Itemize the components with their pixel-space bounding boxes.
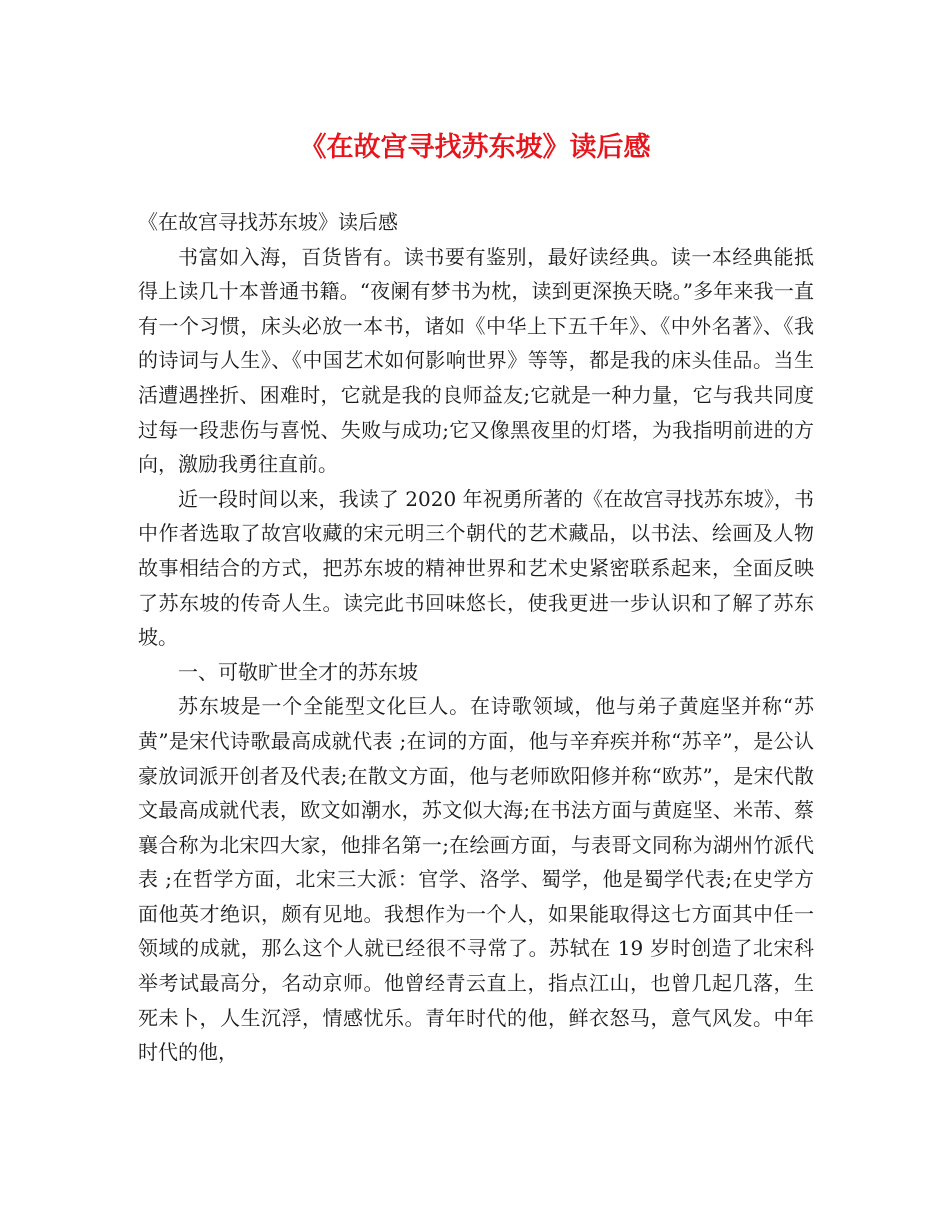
section-heading: 一、可敬旷世全才的苏东坡 — [178, 659, 418, 684]
paragraph-3: 苏东坡是一个全能型文化巨人。在诗歌领域，他与弟子黄庭坚并称“苏黄”是宋代诗歌最高成就代表 ;在词的方面，他与辛弃疾并称“苏辛”，是公认豪放词派开创者及代表;在散文方面，他与老师欧阳修并称“欧苏”，是宋代散文最高成就代表，欧文如潮水，苏文似大海;在书法方面与黄庭坚、米芾、蔡襄合称为北宋四大家，他排名第一;在绘画方面，与表哥文同称为湖州竹派代表 ;在哲学方面，北宋三大派：官学、洛学、蜀学，他是蜀学代表;在史学方面他英才绝识，颇有见地。我想作为一个人，如果能取得这七方面其中任一领域的成就，那么这个人就已经很不寻常了。苏轼在 19 岁时创造了北宋科举考试最高分，名动京师。他曾经青云直上，指点江山，也曾几起几落，生死未卜，人生沉浮，情感忧乐。青年时代的他，鲜衣怒马，意气风发。中年时代的他， — [138, 694, 814, 1065]
document-body — [138, 205, 814, 1070]
document-subtitle: 《在故宫寻找苏东坡》读后感 — [138, 210, 398, 234]
paragraph-2: 近一段时间以来，我读了 2020 年祝勇所著的《在故宫寻找苏东坡》，书中作者选取了故宫收藏的宋元明三个朝代的艺术藏品，以书法、绘画及人物故事相结合的方式，把苏东坡的精神世界和艺术史紧密联系起来，全面反映了苏东坡的传奇人生。读完此书回味悠长，使我更进一步认识和了解了苏东坡。 — [138, 486, 814, 650]
document-title: 《在故宫寻找苏东坡》读后感 — [299, 132, 651, 163]
paragraph-1: 书富如入海，百货皆有。读书要有鉴别，最好读经典。读一本经典能抵得上读几十本普通书籍。“夜阑有梦书为枕，读到更深换天晓。”多年来我一直有一个习惯，床头必放一本书，诸如《中华上下五千年》、《中外名著》、《我的诗词与人生》、《中国艺术如何影响世界》等等，都是我的床头佳品。当生活遭遇挫折、困难时，它就是我的良师益友;它就是一种力量，它与我共同度过每一段悲伤与喜悦、失败与成功;它又像黑夜里的灯塔，为我指明前进的方向，激励我勇往直前。 — [138, 244, 814, 477]
